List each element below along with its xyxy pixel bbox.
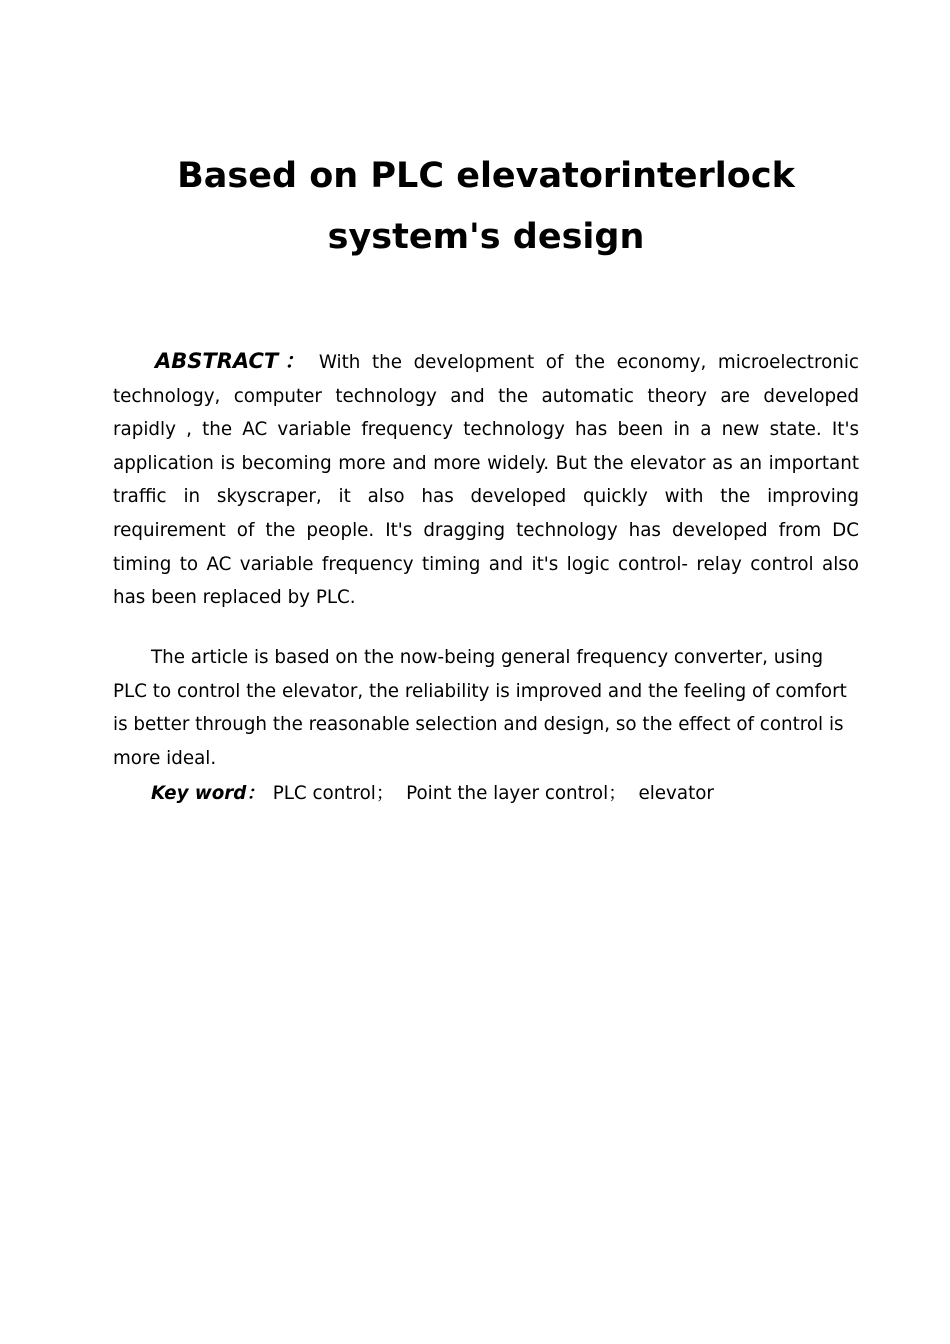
article-paragraph: The article is based on the now-being general frequency converter, using PLC to control the elevator, the reliability is improved and the feeling of comfort is better through the reasonable selection and design, so the effect of control is more ideal. xyxy=(113,647,847,769)
abstract-paragraph xyxy=(113,345,859,615)
keyword-item: Point the layer control xyxy=(406,783,609,804)
abstract-text: With the development of the economy, microelectronic technology, computer technology and the automatic theory are developed rapidly , the AC variable frequency technology has been in a new state. It's application is becoming more and more widely. But the elevator as an important traffic in skyscraper, it also has developed quickly with the improving requirement of the people. It's dragging technology has developed from DC timing to AC variable frequency timing and it's logic control- relay control also has been replaced by PLC. xyxy=(113,352,859,609)
abstract-label: ABSTRACT： xyxy=(155,349,311,373)
keyword-separator: ； xyxy=(375,783,395,804)
keywords-line xyxy=(151,777,859,810)
keyword-separator: ； xyxy=(608,783,627,804)
keywords-label: Key word： xyxy=(151,783,265,804)
keyword-item: PLC control xyxy=(272,783,376,804)
title-line-2: system's design xyxy=(327,217,645,257)
keyword-item: elevator xyxy=(638,783,714,804)
document-title xyxy=(113,146,859,268)
title-line-1: Based on PLC elevatorinterlock xyxy=(177,156,795,196)
